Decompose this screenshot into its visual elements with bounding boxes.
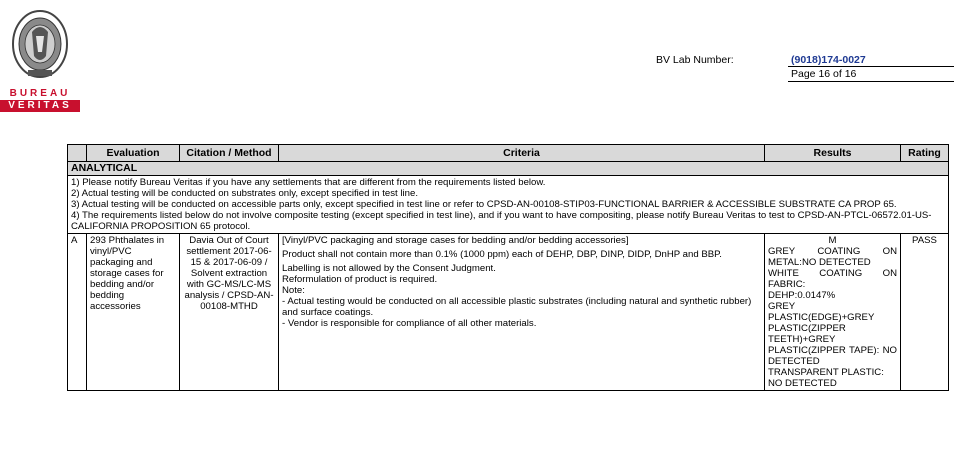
criteria-body: Product shall not contain more than 0.1% (1000 ppm) each of DEHP, DBP, DINP, DIDP, DnHP and BBP.	[282, 249, 722, 260]
wordmark-top: BUREAU	[0, 88, 80, 100]
note-2: 2) Actual testing will be conducted on substrates only, except specified in test line.	[71, 188, 418, 199]
notes-row	[68, 176, 949, 234]
section-title: ANALYTICAL	[68, 162, 949, 176]
criteria-line-3: Note:	[282, 285, 305, 296]
results-head: M	[828, 235, 837, 246]
criteria-line-1: Labelling is not allowed by the Consent Judgment.	[282, 263, 496, 274]
col-header-id	[68, 145, 87, 162]
row-results	[765, 234, 901, 391]
bureau-veritas-seal-icon	[10, 8, 70, 84]
col-header-results: Results	[765, 145, 901, 162]
row-id: A	[68, 234, 87, 391]
bureau-veritas-logo	[0, 8, 80, 112]
criteria-line-4: - Actual testing would be conducted on all accessible plastic substrates (including natural and synthetic rubber) and surface coatings.	[282, 296, 752, 318]
row-criteria	[279, 234, 765, 391]
col-header-criteria: Criteria	[279, 145, 765, 162]
row-evaluation: 293 Phthalates in vinyl/PVC packaging and storage cases for bedding and/or bedding accessories	[87, 234, 180, 391]
header-rule-bottom	[788, 81, 954, 82]
col-header-evaluation: Evaluation	[87, 145, 180, 162]
note-1: 1) Please notify Bureau Veritas if you have any settlements that are different from the requirements listed below.	[71, 177, 546, 188]
note-3: 3) Actual testing will be conducted on accessible parts only, except specified in test line or refer to CPSD-AN-00108-STIP03-FUNCTIONAL BARRIER & ACCESSIBLE SUBSTRATE CA PROP 65.	[71, 199, 897, 210]
row-citation: Davia Out of Court settlement 2017-06-15 & 2017-06-09 / Solvent extraction with GC-MS/LC-MS analysis / CPSD-AN-00108-MTHD	[180, 234, 279, 391]
table-row	[68, 234, 949, 391]
criteria-title: [Vinyl/PVC packaging and storage cases for bedding and/or bedding accessories]	[282, 235, 629, 246]
notes-cell	[68, 176, 949, 234]
page-indicator: Page 16 of 16	[791, 68, 857, 80]
criteria-line-2: Reformulation of product is required.	[282, 274, 438, 285]
wordmark-bottom: VERITAS	[0, 100, 80, 112]
results-line-3: DEHP:0.0147%	[768, 290, 836, 301]
criteria-line-5: - Vendor is responsible for compliance of all other materials.	[282, 318, 537, 329]
header-rule-top	[788, 66, 954, 67]
evaluation-table	[67, 144, 949, 391]
results-line-6: NO DETECTED	[768, 378, 837, 389]
lab-number-value: (9018)174-0027	[791, 54, 866, 66]
results-line-2: WHITE COATING ON FABRIC:	[768, 268, 897, 290]
lab-number-label: BV Lab Number:	[656, 54, 734, 66]
table-header-row	[68, 145, 949, 162]
section-row	[68, 162, 949, 176]
col-header-rating: Rating	[901, 145, 949, 162]
results-line-4: GREY PLASTIC(EDGE)+GREY PLASTIC(ZIPPER TEETH)+GREY PLASTIC(ZIPPER TAPE): NO DETECTED	[768, 301, 897, 367]
note-4: 4) The requirements listed below do not involve composite testing (except specified in test line), and if you want to have compositing, please notify Bureau Veritas to test to CPSD-AN-PTCL-06572.01-US-CALIFORNIA PROPOSITION 65 protocol.	[71, 210, 932, 232]
results-line-5: TRANSPARENT PLASTIC:	[768, 367, 884, 378]
row-rating: PASS	[901, 234, 949, 391]
col-header-citation: Citation / Method	[180, 145, 279, 162]
results-line-1: GREY COATING ON METAL:NO DETECTED	[768, 246, 897, 268]
